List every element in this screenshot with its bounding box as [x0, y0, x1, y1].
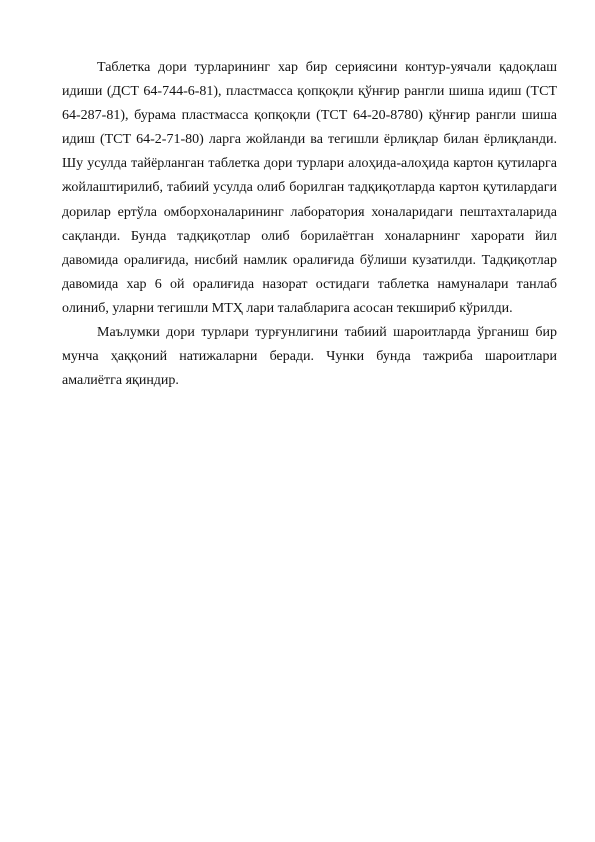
document-body	[62, 56, 557, 393]
paragraph-1: Таблетка дори турларининг хар бир сериясини контур-уячали қадоқлаш идиши (ДСТ 64-744-6-81), пластмасса қопқоқли қўнғир рангли шиша идиш (ТСТ 64-287-81), бурама пластмасса қопқоқли (ТСТ 64-20-8780) қўнғир рангли шиша идиш (ТСТ 64-2-71-80) ларга жойланди ва тегишли ёрлиқлар билан ёрлиқланди. Шу усулда тайёрланган таблетка дори турлари алоҳида-алоҳида картон қутиларга жойлаштирилиб, табиий усулда олиб борилган тадқиқотларда картон қутилардаги дорилар ертўла омборхоналарининг лаборатория хоналаридаги пештахталарида сақланди. Бунда тадқиқотлар олиб борилаётган хоналарнинг харорати йил давомида оралиғида, нисбий намлик оралиғида бўлиши кузатилди. Тадқиқотлар давомида хар 6 ой оралиғида назорат остидаги таблетка намуналари танлаб олиниб, уларни тегишли МТҲ лари талабларига асосан текшириб кўрилди.	[62, 60, 557, 316]
paragraph-2: Маълумки дори турлари турғунлигини табиий шароитларда ўрганиш бир мунча ҳаққоний натижаларни беради. Чунки бунда тажриба шароитлари амалиётга яқиндир.	[62, 325, 557, 389]
